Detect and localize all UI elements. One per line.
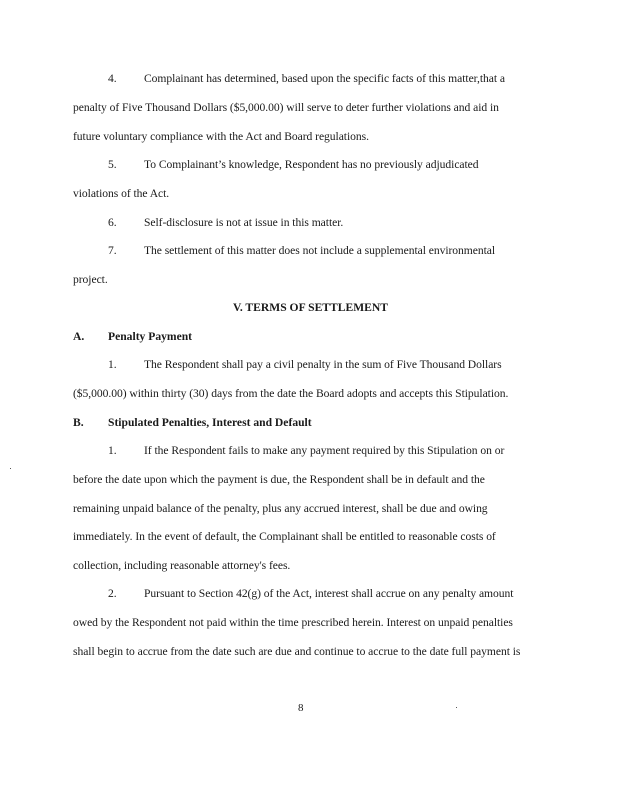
paragraph-number: 6. xyxy=(108,216,117,229)
paragraph-line: To Complainant’s knowledge, Respondent has no previously adjudicated xyxy=(144,158,479,171)
paragraph-line: violations of the Act. xyxy=(73,187,170,200)
paragraph-line: project. xyxy=(73,273,108,286)
paragraph-line: Pursuant to Section 42(g) of the Act, interest shall accrue on any penalty amount xyxy=(144,587,514,600)
paragraph-line: shall begin to accrue from the date such are due and continue to accrue to the date full payment is xyxy=(73,645,521,658)
paragraph-line: penalty of Five Thousand Dollars ($5,000.00) will serve to deter further violations and aid in xyxy=(73,101,499,114)
paragraph-line: remaining unpaid balance of the penalty, plus any accrued interest, shall be due and owing xyxy=(73,502,488,515)
subsection-title: Stipulated Penalties, Interest and Default xyxy=(108,416,312,429)
page-number: 8 xyxy=(298,702,304,714)
paragraph-line: future voluntary compliance with the Act and Board regulations. xyxy=(73,130,369,143)
subsection-letter: A. xyxy=(73,330,85,343)
paragraph-line: Complainant has determined, based upon the specific facts of this matter,that a xyxy=(144,72,505,85)
paragraph-line: If the Respondent fails to make any payment required by this Stipulation on or xyxy=(144,444,505,457)
paragraph-number: 1. xyxy=(108,444,117,457)
paragraph-number: 1. xyxy=(108,358,117,371)
paragraph-line: The Respondent shall pay a civil penalty in the sum of Five Thousand Dollars xyxy=(144,358,502,371)
paragraph-number: 5. xyxy=(108,158,117,171)
scan-speck xyxy=(10,468,11,469)
paragraph-line: Self-disclosure is not at issue in this matter. xyxy=(144,216,344,229)
scan-speck xyxy=(456,707,457,708)
paragraph-line: immediately. In the event of default, the Complainant shall be entitled to reasonable costs of xyxy=(73,530,496,543)
paragraph-number: 4. xyxy=(108,72,117,85)
subsection-title: Penalty Payment xyxy=(108,330,193,343)
paragraph-line: collection, including reasonable attorney's fees. xyxy=(73,559,291,572)
paragraph-line: The settlement of this matter does not include a supplemental environmental xyxy=(144,244,496,257)
paragraph-number: 7. xyxy=(108,244,117,257)
paragraph-number: 2. xyxy=(108,587,117,600)
paragraph-line: ($5,000.00) within thirty (30) days from the date the Board adopts and accepts this Stipulation. xyxy=(73,387,509,400)
subsection-letter: B. xyxy=(73,416,84,429)
paragraph-line: owed by the Respondent not paid within the time prescribed herein. Interest on unpaid penalties xyxy=(73,616,513,629)
section-heading: V. TERMS OF SETTLEMENT xyxy=(232,301,389,314)
paragraph-line: before the date upon which the payment is due, the Respondent shall be in default and the xyxy=(73,473,485,486)
